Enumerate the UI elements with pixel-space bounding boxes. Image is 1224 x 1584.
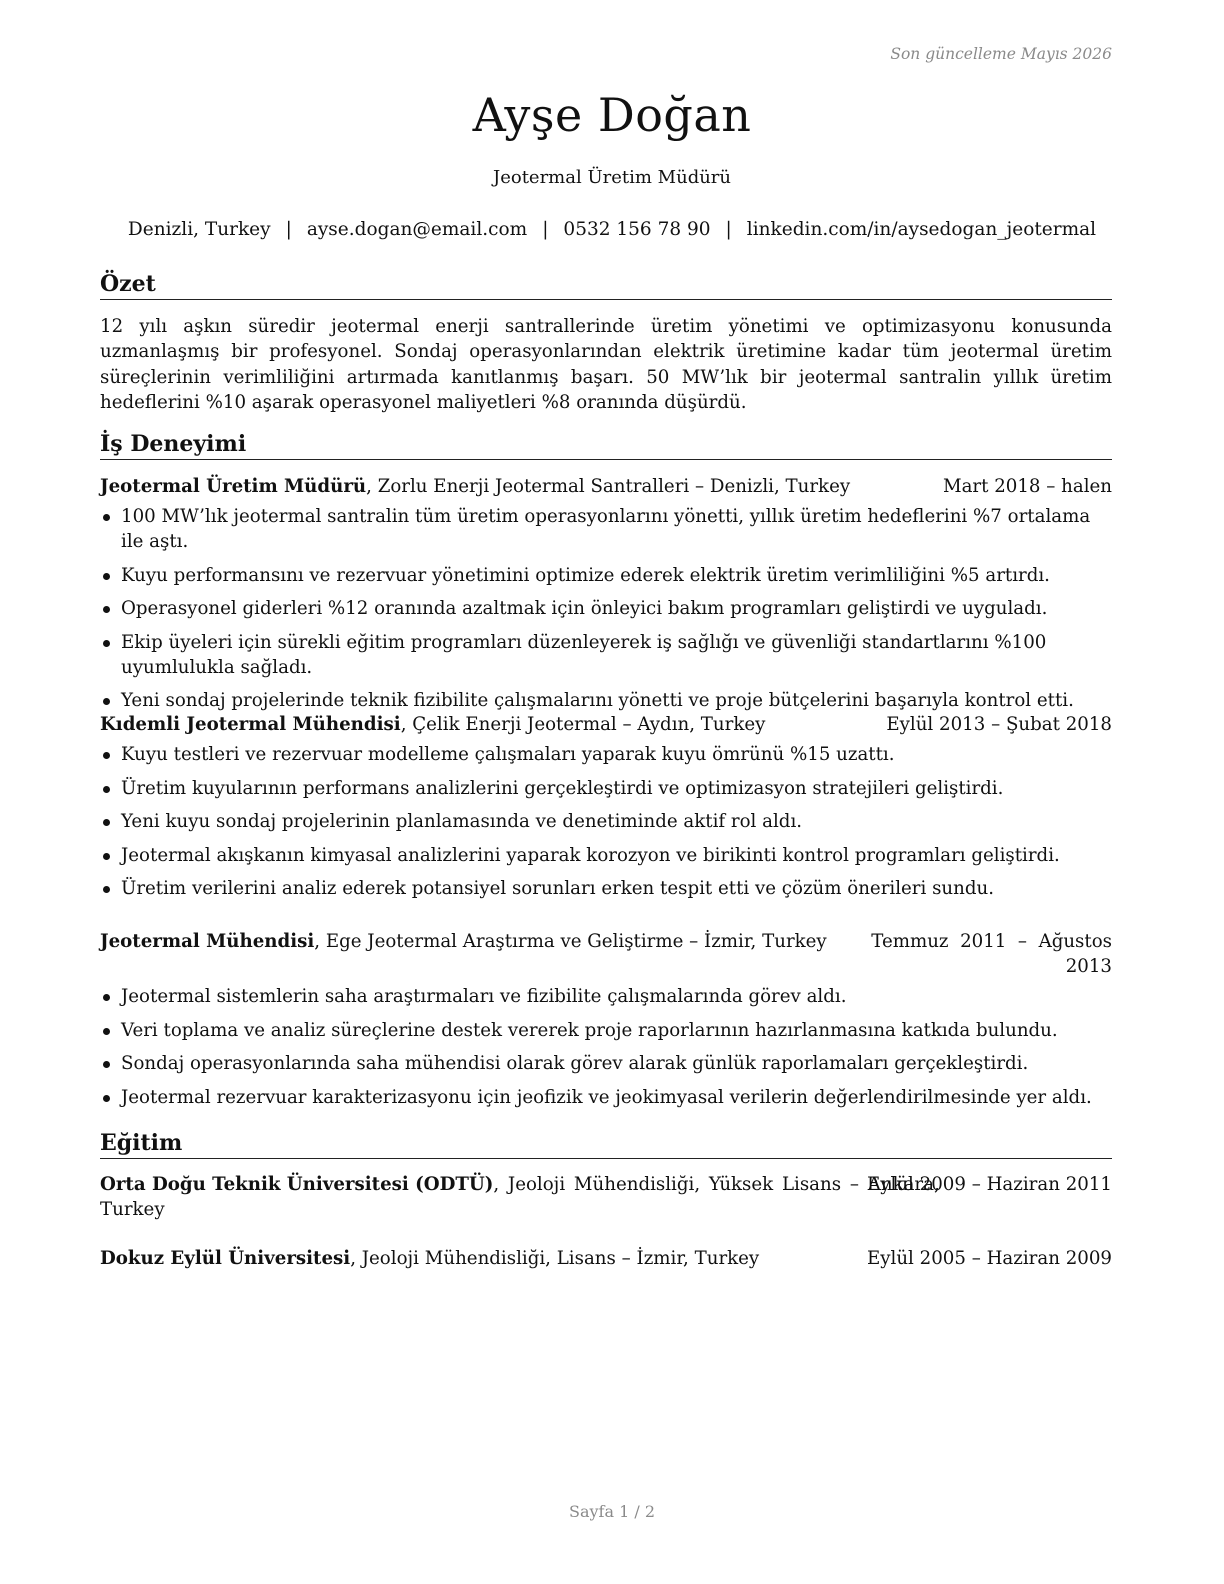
bullet-item: Üretim kuyularının performans analizlerini gerçekleştirdi ve optimizasyon stratejileri geliştirdi. <box>100 776 1112 801</box>
contact-location: Denizli, Turkey <box>127 219 271 240</box>
page-number: Sayfa 1 / 2 <box>568 1502 655 1521</box>
job-role: Jeotermal Mühendisi <box>100 931 315 952</box>
job-dates <box>871 929 1112 979</box>
education-detail: , Jeoloji Mühendisliği, Yüksek Lisans – Ankara, <box>493 1174 940 1195</box>
contact-separator: | <box>285 219 292 240</box>
section-heading-experience: İş Deneyimi <box>100 430 1112 460</box>
bullet-item: Yeni sondaj projelerinde teknik fizibilite çalışmalarını yönetti ve proje bütçelerini başarıyla kontrol etti. <box>100 688 1112 713</box>
job-bullets <box>100 984 1112 1118</box>
school-name: Orta Doğu Teknik Üniversitesi (ODTÜ) <box>100 1174 494 1195</box>
candidate-title: Jeotermal Üretim Müdürü <box>492 167 732 188</box>
school-name: Dokuz Eylül Üniversitesi <box>100 1248 351 1269</box>
bullet-item: Kuyu testleri ve rezervuar modelleme çalışmaları yaparak kuyu ömrünü %15 uzattı. <box>100 742 1112 767</box>
section-heading-education: Eğitim <box>100 1129 1112 1159</box>
job-organization: , Zorlu Enerji Jeotermal Santralleri – Denizli, Turkey <box>366 476 851 497</box>
contact-separator: | <box>542 219 549 240</box>
summary-text: 12 yılı aşkın süredir jeotermal enerji santrallerinde üretim yönetimi ve optimizasyonu konusunda uzmanlaşmış bir profesyonel. Sondaj operasyonlarından elektrik üretimine kadar tüm jeotermal üretim süreçlerinin verimliliğini artırmada kanıtlanmış başarı. 50 MW’lık bir jeotermal santralin yıllık üretim hedeflerini %10 aşarak operasyonel maliyetleri %8 oranında düşürdü. <box>100 316 1112 413</box>
contact-email[interactable]: ayse.dogan@email.com <box>306 219 528 240</box>
job-dates-line: 2013 <box>1065 956 1112 977</box>
education-detail: Turkey <box>100 1199 165 1220</box>
job-organization: , Ege Jeotermal Araştırma ve Geliştirme – İzmir, Turkey <box>314 931 827 952</box>
bullet-item: Ekip üyeleri için sürekli eğitim programları düzenleyerek iş sağlığı ve güvenliği standartlarını %100 uyumlulukla sağladı. <box>100 630 1112 680</box>
job-role: Jeotermal Üretim Müdürü <box>100 476 367 497</box>
bullet-item: Operasyonel giderleri %12 oranında azaltmak için önleyici bakım programları geliştirdi ve uyguladı. <box>100 596 1112 621</box>
bullet-item: Sondaj operasyonlarında saha mühendisi olarak görev alarak günlük raporlamaları gerçekleştirdi. <box>100 1051 1112 1076</box>
education-dates: Eylül 2009 – Haziran 2011 <box>866 1174 1112 1195</box>
contact-phone[interactable]: 0532 156 78 90 <box>563 219 711 240</box>
bullet-item: Jeotermal akışkanın kimyasal analizlerini yaparak korozyon ve birikinti kontrol programları geliştirdi. <box>100 843 1112 868</box>
education-detail: , Jeoloji Mühendisliği, Lisans – İzmir, Turkey <box>350 1248 760 1269</box>
contact-separator: | <box>725 219 732 240</box>
job-bullets <box>100 504 1112 722</box>
bullet-item: Üretim verilerini analiz ederek potansiyel sorunları erken tespit etti ve çözüm önerileri sundu. <box>100 876 1112 901</box>
candidate-name: Ayşe Doğan <box>472 88 752 142</box>
contact-linkedin[interactable]: linkedin.com/in/aysedogan_jeotermal <box>746 219 1097 240</box>
job-role: Kıdemli Jeotermal Mühendisi <box>100 714 401 735</box>
job-dates-line: Temmuz 2011 – Ağustos <box>871 931 1112 952</box>
bullet-item: Kuyu performansını ve rezervuar yönetimini optimize ederek elektrik üretim verimliliğini %5 artırdı. <box>100 563 1112 588</box>
job-organization: , Çelik Enerji Jeotermal – Aydın, Turkey <box>400 714 766 735</box>
bullet-item: Jeotermal rezervuar karakterizasyonu için jeofizik ve jeokimyasal verilerin değerlendirilmesinde yer aldı. <box>100 1085 1112 1110</box>
job-dates: Mart 2018 – halen <box>942 476 1112 497</box>
job-dates: Eylül 2013 – Şubat 2018 <box>886 714 1112 735</box>
last-updated: Son güncelleme Mayıs 2026 <box>890 45 1112 63</box>
bullet-item: Veri toplama ve analiz süreçlerine destek vererek proje raporlarının hazırlanmasına katkıda bulundu. <box>100 1018 1112 1043</box>
section-heading-summary: Özet <box>100 270 1112 300</box>
education-dates: Eylül 2005 – Haziran 2009 <box>866 1248 1112 1269</box>
job-bullets <box>100 742 1112 910</box>
bullet-item: Jeotermal sistemlerin saha araştırmaları ve fizibilite çalışmalarında görev aldı. <box>100 984 1112 1009</box>
bullet-item: Yeni kuyu sondaj projelerinin planlamasında ve denetiminde aktif rol aldı. <box>100 809 1112 834</box>
contact-line <box>0 219 1224 240</box>
bullet-item: 100 MW’lık jeotermal santralin tüm üretim operasyonlarını yönetti, yıllık üretim hedeflerini %7 ortalama ile aştı. <box>100 504 1112 554</box>
